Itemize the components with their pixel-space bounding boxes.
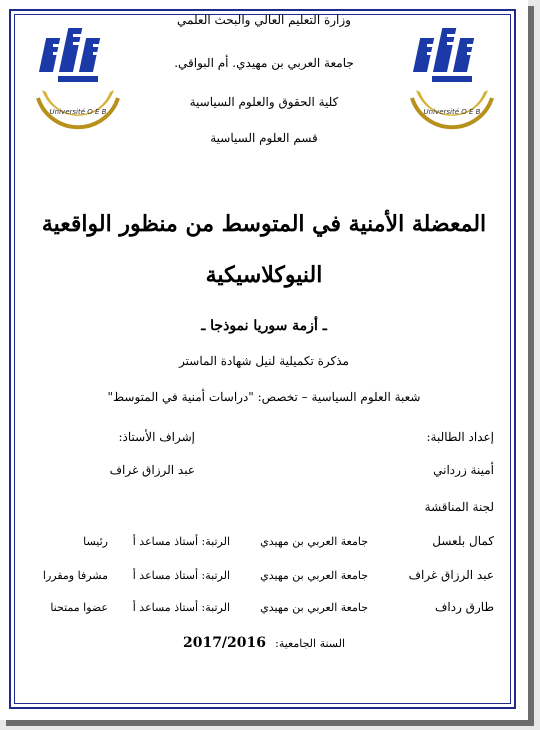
student-name: أمينة زرداني xyxy=(433,463,494,477)
thesis-title-line1: المعضلة الأمنية في المتوسط من منظور الواقعية xyxy=(41,211,487,237)
page-shadow-bottom xyxy=(6,720,534,726)
department-name: قسم العلوم السياسية xyxy=(210,131,318,145)
svg-text:Université O E B: Université O E B xyxy=(49,108,107,116)
prepared-by-label: إعداد الطالبة: xyxy=(426,430,494,444)
supervisor-name: عبد الرزاق غراف xyxy=(109,463,195,477)
member-university: جامعة العربي بن مهيدي xyxy=(260,601,368,614)
member-name: عبد الرزاق غراف xyxy=(408,568,494,582)
university-logo-left xyxy=(30,20,126,140)
thesis-title-line2: النيوكلاسيكية xyxy=(205,262,323,288)
thesis-subtitle: ـ أزمة سوريا نموذجا ـ xyxy=(201,318,327,334)
member-role: رئيسا xyxy=(83,535,108,548)
committee-label: لجنة المناقشة xyxy=(424,500,494,514)
member-rank: الرتبة: أستاذ مساعد أ xyxy=(132,569,230,582)
ministry-name: وزارة التعليم العالي والبحث العلمي xyxy=(177,13,351,27)
member-university: جامعة العربي بن مهيدي xyxy=(260,535,368,548)
specialty-line: شعبة العلوم السياسية – تخصص: "دراسات أمنية في المتوسط" xyxy=(107,390,421,404)
member-rank: الرتبة: أستاذ مساعد أ xyxy=(132,535,230,548)
academic-year-value: 2017/2016 xyxy=(182,635,267,651)
academic-year xyxy=(0,632,528,651)
faculty-name: كلية الحقوق والعلوم السياسية xyxy=(189,95,339,109)
member-name: كمال بلعسل xyxy=(432,534,494,548)
member-name: طارق رداف xyxy=(434,600,494,614)
page-shadow-right xyxy=(528,6,534,724)
member-role: مشرفا ومقررا xyxy=(42,569,108,582)
university-logo-icon xyxy=(30,20,126,140)
thesis-note: مذكرة تكميلية لنيل شهادة الماستر xyxy=(179,354,349,368)
member-university: جامعة العربي بن مهيدي xyxy=(260,569,368,582)
svg-text:Université O E B: Université O E B xyxy=(423,108,481,116)
university-name: جامعة العربي بن مهيدي. أم البواقي. xyxy=(174,56,354,70)
member-role: عضوا ممتحنا xyxy=(50,601,108,614)
university-logo-icon xyxy=(404,20,500,140)
member-rank: الرتبة: أستاذ مساعد أ xyxy=(132,601,230,614)
academic-year-label: السنة الجامعية: xyxy=(275,637,346,650)
supervisor-label: إشراف الأستاذ: xyxy=(118,430,195,444)
university-logo-right xyxy=(404,20,500,140)
